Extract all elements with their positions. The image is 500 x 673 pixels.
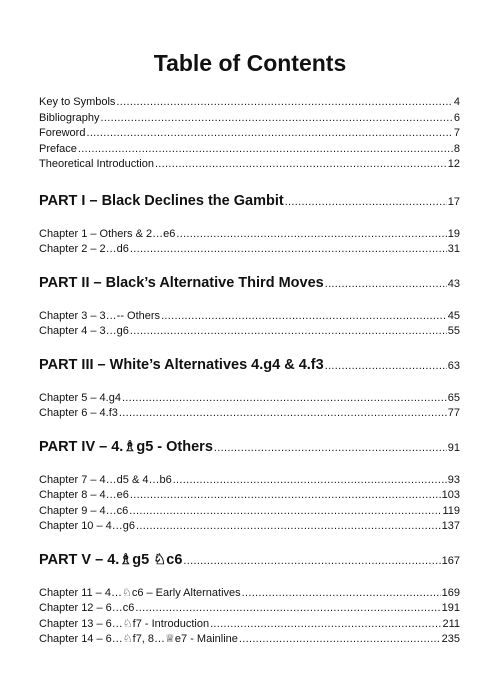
chapter-label: Chapter 6 – 4.f3 — [39, 407, 118, 419]
entry-page: 6 — [453, 111, 460, 124]
toc-chapter-4 — [39, 324, 460, 340]
toc-chapter-13 — [39, 617, 460, 633]
toc-chapter-7 — [39, 473, 460, 489]
entry-label: Key to Symbols — [39, 96, 116, 108]
chapter-label: Chapter 1 – Others & 2…e6 — [39, 227, 176, 240]
dot-leader — [155, 157, 447, 173]
toc-entry-key-to-symbols — [39, 95, 460, 111]
entry-page: 12 — [447, 158, 460, 170]
chapter-page: 55 — [447, 325, 460, 337]
chapter-page: 211 — [442, 617, 460, 630]
chapter-page: 103 — [441, 489, 460, 501]
entry-page: 4 — [453, 96, 460, 108]
toc-part-3 — [39, 354, 460, 376]
entry-label: Bibliography — [39, 111, 100, 124]
dot-leader — [285, 191, 447, 212]
part-label: PART IV – 4.♗g5 - Others — [39, 438, 213, 455]
chapter-label: Chapter 3 – 3…-- Others — [39, 309, 161, 322]
part-page: 17 — [447, 195, 460, 208]
part-page: 167 — [441, 554, 460, 567]
dot-leader — [130, 242, 447, 258]
part-label: PART V – 4.♗g5 ♘c6 — [39, 551, 183, 568]
chapter-page: 65 — [447, 391, 460, 404]
chapter-page: 137 — [441, 520, 460, 532]
part-page: 91 — [447, 441, 460, 454]
chapter-page: 169 — [441, 586, 460, 599]
chapter-label: Chapter 8 – 4…e6 — [39, 489, 129, 501]
dot-leader — [242, 586, 441, 602]
page-title: Table of Contents — [153, 50, 347, 76]
part-label: PART II – Black’s Alternative Third Moves — [39, 274, 324, 291]
dot-leader — [86, 126, 452, 142]
toc-entry-preface — [39, 142, 460, 158]
toc-part-5 — [39, 549, 460, 571]
chapter-label: Chapter 13 – 6…♘f7 - Introduction — [39, 617, 210, 630]
part-label: PART I – Black Declines the Gambit — [39, 192, 284, 209]
dot-leader — [101, 111, 453, 127]
chapter-label: Chapter 10 – 4…g6 — [39, 520, 136, 532]
toc-chapter-6 — [39, 406, 460, 422]
chapter-label: Chapter 9 – 4…c6 — [39, 504, 129, 517]
dot-leader — [122, 391, 447, 407]
chapter-label: Chapter 2 – 2…d6 — [39, 243, 129, 255]
entry-label: Theoretical Introduction — [39, 158, 154, 170]
part-page: 43 — [447, 277, 460, 290]
toc-part-4 — [39, 436, 460, 458]
dot-leader — [116, 95, 452, 111]
dot-leader — [325, 355, 447, 376]
chapter-page: 31 — [447, 243, 460, 255]
chapter-label: Chapter 12 – 6…c6 — [39, 602, 135, 614]
chapter-page: 77 — [447, 407, 460, 419]
dot-leader — [130, 324, 447, 340]
dot-leader — [176, 227, 446, 243]
entry-label: Preface — [39, 142, 77, 155]
chapter-label: Chapter 14 – 6…♘f7, 8…♕e7 - Mainline — [39, 633, 238, 645]
entry-page: 7 — [453, 127, 460, 139]
part-label: PART III – White’s Alternatives 4.g4 & 4.f3 — [39, 356, 324, 373]
chapter-label: Chapter 4 – 3…g6 — [39, 325, 129, 337]
dot-leader — [161, 309, 447, 325]
dot-leader — [136, 519, 441, 535]
chapter-page: 235 — [441, 633, 460, 645]
toc-entry-foreword — [39, 126, 460, 142]
dot-leader — [210, 617, 441, 633]
chapter-label: Chapter 7 – 4…d5 & 4…b6 — [39, 473, 172, 486]
dot-leader — [129, 504, 441, 520]
toc-entry-theoretical-introduction — [39, 157, 460, 173]
entry-label: Foreword — [39, 127, 86, 139]
chapter-page: 93 — [447, 473, 460, 486]
chapter-page: 45 — [447, 309, 460, 322]
toc-part-1 — [39, 190, 460, 212]
dot-leader — [214, 437, 447, 458]
chapter-page: 119 — [442, 504, 460, 517]
dot-leader — [78, 142, 453, 158]
toc-chapter-10 — [39, 519, 460, 535]
dot-leader — [325, 273, 447, 294]
dot-leader — [119, 406, 447, 422]
toc-chapter-2 — [39, 242, 460, 258]
chapter-page: 19 — [447, 227, 460, 240]
dot-leader — [183, 550, 440, 571]
dot-leader — [239, 632, 441, 648]
toc-part-2 — [39, 272, 460, 294]
chapter-label: Chapter 11 – 4…♘c6 – Early Alternatives — [39, 586, 241, 599]
toc-chapter-9 — [39, 504, 460, 520]
chapter-page: 191 — [441, 602, 460, 614]
entry-page: 8 — [453, 142, 460, 155]
toc-chapter-5 — [39, 391, 460, 407]
toc-list — [39, 95, 460, 648]
toc-chapter-8 — [39, 488, 460, 504]
toc-chapter-1 — [39, 227, 460, 243]
toc-entry-bibliography — [39, 111, 460, 127]
toc-chapter-14 — [39, 632, 460, 648]
toc-chapter-3 — [39, 309, 460, 325]
dot-leader — [173, 473, 447, 489]
toc-chapter-11 — [39, 586, 460, 602]
dot-leader — [135, 601, 440, 617]
part-page: 63 — [447, 359, 460, 372]
dot-leader — [130, 488, 441, 504]
toc-chapter-12 — [39, 601, 460, 617]
chapter-label: Chapter 5 – 4.g4 — [39, 391, 121, 404]
